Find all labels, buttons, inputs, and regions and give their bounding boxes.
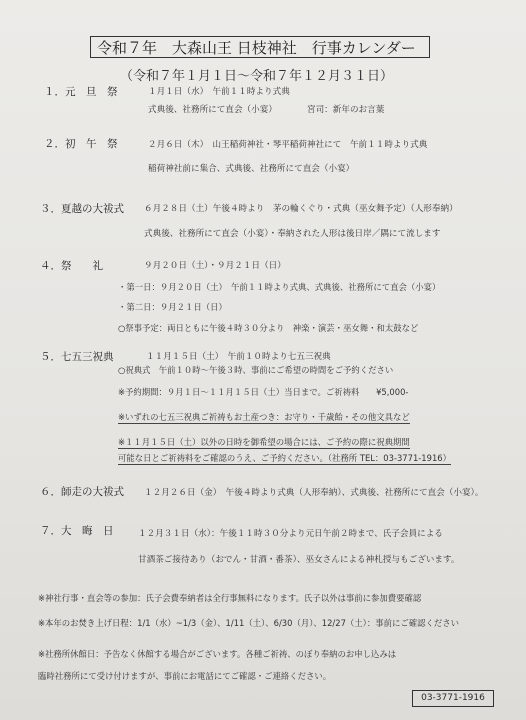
phone-number: 03-3771-1916 — [412, 690, 494, 707]
event-5-line-5: ※１１月１５日（土）以外の日時を御希望の場合には、ご予約の際に祝典期間 — [118, 437, 410, 447]
event-5-line-1: １１月１５日（土） 午前１０時より七五三祝典 — [146, 352, 331, 362]
event-5-line-6: 可能な日とご祈祷料をご確認のうえ、ご予約ください。（社務所 TEL：03-3771-1916） — [118, 453, 451, 463]
page-title: 令和７年 大森山王 日枝神社 行事カレンダー — [90, 36, 430, 58]
event-2-heading: ２．初 午 祭 — [44, 138, 118, 150]
event-5-line-3: ※予約期間：９月１日～１１月１５日（土）当日まで。ご祈祷料 ¥5,000- — [118, 387, 409, 397]
note-participation: ※神社行事・直会等の参加：氏子会費奉納者は全行事無料になります。氏子以外は事前に参加費要確認 — [38, 593, 422, 603]
event-7-line-2: 甘酒茶ご接待あり（おでん・甘酒・番茶）、巫女さんによる神札授与もございます。 — [138, 555, 460, 565]
event-3-line-1: ６月２８日（土）午後４時より 茅の輪くぐり・式典（巫女舞予定）（人形奉納） — [144, 204, 458, 214]
event-7-line-1: １２月３１日（水）：午後１１時３０分より元日午前２時まで、氏子会員による — [138, 529, 443, 539]
event-4-line-3: ・第二日：９月２１日（日） — [118, 302, 227, 312]
event-5-line-4: ※いずれの七五三祝典ご祈祷もお土産つき：お守り・千歳飴・その他文具など — [118, 412, 410, 422]
event-3-heading: ３．夏越の大祓式 — [40, 203, 124, 215]
page-subtitle: （令和７年１月１日～令和７年１２月３１日） — [120, 69, 394, 84]
event-1-line-1: １月１日（水） 午前１１時より式典 — [148, 87, 290, 97]
note-otakiage-schedule: ※本年のお焚き上げ日程：1/1（水）~1/3（金）、1/11（土）、6/30（月）、12/27（土）：事前にご確認ください — [38, 618, 459, 628]
event-1-heading: １．元 旦 祭 — [44, 86, 118, 98]
event-4-line-1: ９月２０日（土）・９月２１日（日） — [144, 261, 286, 271]
event-4-line-2: ・第一日：９月２０日（土） 午前１１時より式典、式典後、社務所にて直会（小宴） — [118, 282, 441, 292]
event-2-line-1: ２月６日（木） 山王稲荷神社・琴平稲荷神社にて 午前１１時より式典 — [148, 140, 428, 150]
event-6-heading: ６．師走の大祓式 — [40, 486, 124, 498]
event-3-line-2: 式典後、社務所にて直会（小宴）・奉納された人形は後日岸／隅にて流します — [144, 229, 441, 239]
event-4-heading: ４．祭 礼 — [40, 260, 103, 272]
event-2-line-2: 稲荷神社前に集合、式典後、社務所にて直会（小宴） — [148, 164, 355, 174]
event-6-line-1: １２月２６日（金） 午後４時より式典（人形奉納）、式典後、社務所にて直会（小宴）。 — [144, 488, 484, 498]
event-5-heading: ５．七五三祝典 — [40, 351, 114, 363]
event-5-line-2: ○祝典式 午前１０時～午後３時、事前にご希望の時間をご予約ください — [118, 365, 394, 375]
note-office-closed: ※社務所休館日：予告なく休館する場合がございます。各種ご祈祷、のぼり奉納のお申し込みは — [38, 649, 397, 659]
event-7-heading: ７．大 晦 日 — [40, 525, 114, 537]
event-4-line-4: ○祭事予定：両日ともに午後４時３０分より 神楽・演芸・巫女舞・和太鼓など — [118, 323, 419, 333]
note-temporary-office: 臨時社務所にて受け付けますが、事前にお電話にてご確認・ご連絡ください。 — [38, 671, 332, 681]
event-1-line-2: 式典後、社務所にて直会（小宴） 宮司：新年のお言葉 — [148, 105, 385, 115]
